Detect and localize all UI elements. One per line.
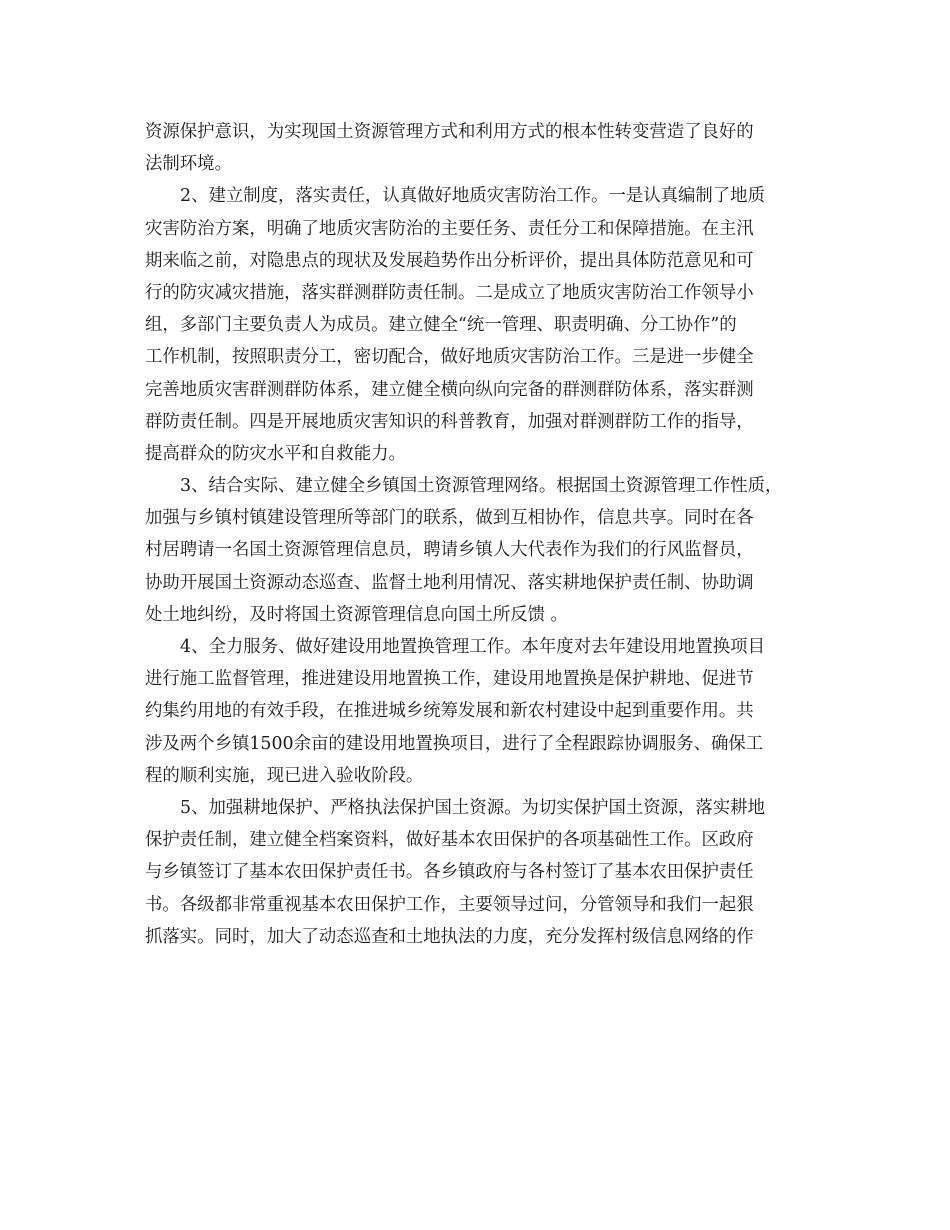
paragraph-first-line: 3、结合实际、建立健全乡镇国土资源管理网络。根据国土资源管理工作性质， [180, 476, 783, 497]
paragraph-first-line: 2、建立制度，落实责任，认真做好地质灾害防治工作。一是认真编制了地质 [180, 186, 765, 207]
text-line: 协助开展国土资源动态巡查、监督土地利用情况、落实耕地保护责任制、协助调 [145, 572, 754, 593]
text-line: 处土地纠纷，及时将国土资源管理信息向国土所反馈 。 [145, 604, 568, 625]
text-line: 保护责任制，建立健全档案资料，做好基本农田保护的各项基础性工作。区政府 [145, 830, 754, 851]
text-line: 资源保护意识，为实现国土资源管理方式和利用方式的根本性转变营造了良好的 [145, 122, 754, 142]
paragraph-first-line: 5、加强耕地保护、严格执法保护国土资源。为切实保护国土资源，落实耕地 [180, 797, 765, 818]
text-line: 法制环境。 [145, 154, 232, 175]
document-body [145, 116, 825, 953]
text-line: 期来临之前，对隐患点的现状及发展趋势作出分析评价，提出具体防范意见和可 [145, 250, 754, 271]
text-line: 完善地质灾害群测群防体系，建立健全横向纵向完备的群测群防体系，落实群测 [145, 379, 754, 400]
text-line: 行的防灾减灾措施，落实群测群防责任制。二是成立了地质灾害防治工作领导小 [145, 282, 754, 303]
text-line: 组，多部门主要负责人为成员。建立健全“统一管理、职责明确、分工协作”的 [145, 315, 737, 336]
text-line: 书。各级都非常重视基本农田保护工作，主要领导过问，分管领导和我们一起狠 [145, 894, 754, 915]
paragraph-first-line: 4、全力服务、做好建设用地置换管理工作。本年度对去年建设用地置换项目 [180, 637, 765, 657]
text-line: 程的顺利实施，现已进入验收阶段。 [145, 765, 424, 786]
text-line: 约集约用地的有效手段，在推进城乡统筹发展和新农村建设中起到重要作用。共 [145, 701, 754, 722]
text-line: 与乡镇签订了基本农田保护责任书。各乡镇政府与各村签订了基本农田保护责任 [145, 862, 754, 883]
text-line: 提高群众的防灾水平和自救能力。 [145, 443, 406, 464]
text-line: 工作机制，按照职责分工，密切配合，做好地质灾害防治工作。三是进一步健全 [145, 347, 754, 368]
text-line: 群防责任制。四是开展地质灾害知识的科普教育，加强对群测群防工作的指导， [145, 411, 754, 432]
text-line: 涉及两个乡镇1500余亩的建设用地置换项目，进行了全程跟踪协调服务、确保工 [145, 733, 764, 754]
text-line: 进行施工监督管理，推进建设用地置换工作，建设用地置换是保护耕地、促进节 [145, 669, 754, 690]
text-line: 灾害防治方案，明确了地质灾害防治的主要任务、责任分工和保障措施。在主汛 [145, 218, 754, 239]
text-line: 抓落实。同时，加大了动态巡查和土地执法的力度，充分发挥村级信息网络的作 [145, 926, 754, 947]
text-line: 村居聘请一名国土资源管理信息员，聘请乡镇人大代表作为我们的行风监督员， [145, 540, 754, 561]
text-line: 加强与乡镇村镇建设管理所等部门的联系，做到互相协作，信息共享。同时在各 [145, 508, 754, 529]
